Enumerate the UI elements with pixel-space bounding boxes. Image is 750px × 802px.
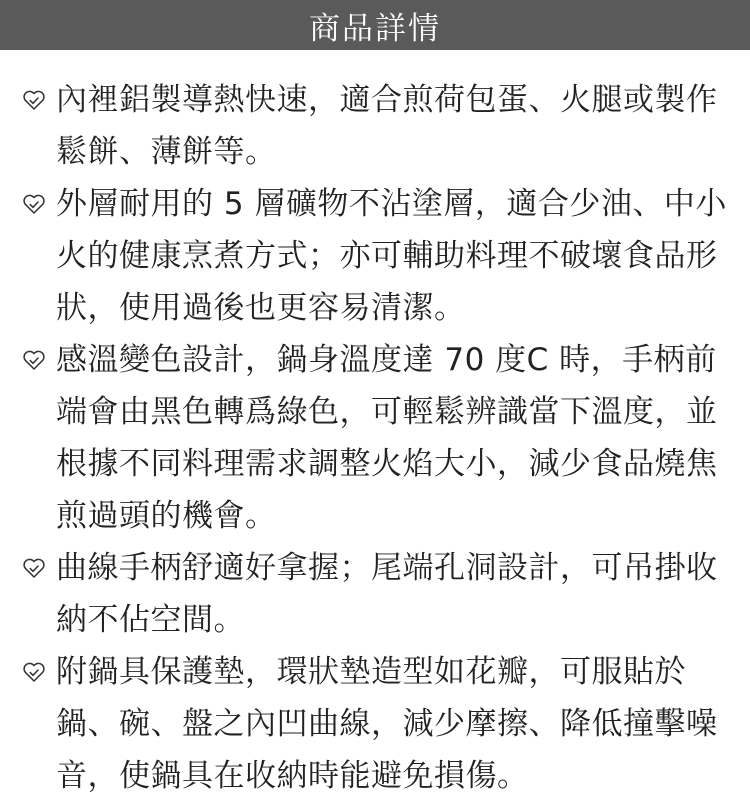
feature-list	[0, 74, 750, 802]
heart-check-icon	[22, 556, 46, 580]
feature-text: 外層耐用的 5 層礦物不沾塗層，適合少油、中小火的健康烹煮方式；亦可輔助料理不破壞食品形狀，使用過後也更容易清潔。	[56, 186, 727, 326]
feature-text: 曲線手柄舒適好拿握；尾端孔洞設計，可吊掛收納不佔空間。	[56, 550, 718, 638]
list-item	[0, 334, 750, 542]
heart-check-icon	[22, 192, 46, 216]
heart-check-icon	[22, 660, 46, 684]
feature-text: 內裡鋁製導熱快速，適合煎荷包蛋、火腿或製作鬆餅、薄餅等。	[56, 82, 718, 170]
page-title: 商品詳情	[309, 10, 441, 47]
feature-text: 感溫變色設計，鍋身溫度達 70 度C 時，手柄前端會由黑色轉爲綠色，可輕鬆辨識當下溫度，並根據不同料理需求調整火焰大小，減少食品燒焦煎過頭的機會。	[56, 342, 718, 534]
list-item	[0, 74, 750, 178]
header-bar	[0, 0, 750, 50]
list-item	[0, 646, 750, 802]
heart-check-icon	[22, 348, 46, 372]
feature-text: 附鍋具保護墊，環狀墊造型如花瓣，可服貼於鍋、碗、盤之內凹曲線，減少摩擦、降低撞擊噪音，使鍋具在收納時能避免損傷。	[56, 654, 718, 794]
list-item	[0, 542, 750, 646]
list-item	[0, 178, 750, 334]
heart-check-icon	[22, 88, 46, 112]
